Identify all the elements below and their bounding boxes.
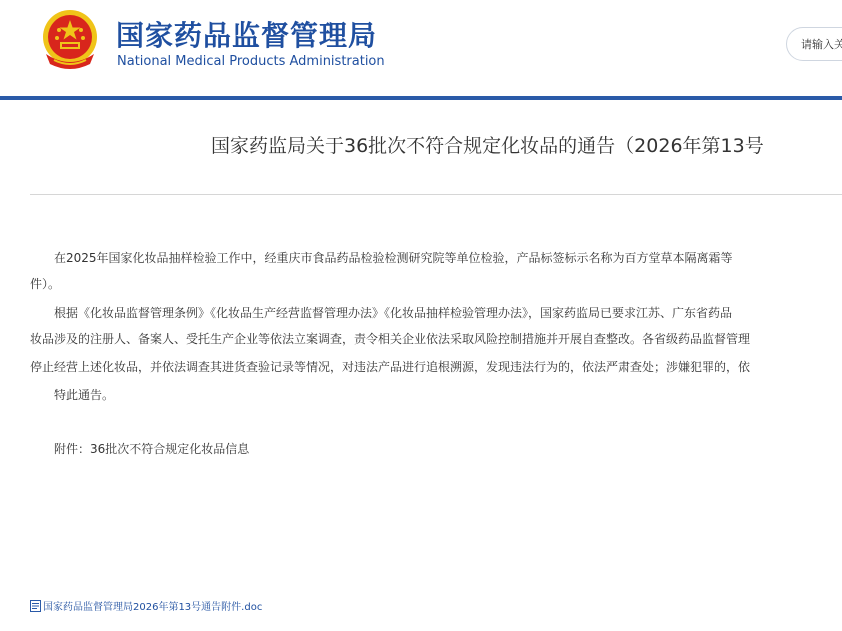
article-paragraph: 根据《化妆品监督管理条例》《化妆品生产经营监督管理办法》《化妆品抽样检验管理办法》，国家药监局已要求江苏、广东省药品: [30, 306, 733, 320]
article-paragraph: 特此通告。: [30, 388, 115, 402]
site-header: [0, 0, 842, 96]
title-divider: [30, 194, 842, 195]
attachment-label: 附件：36批次不符合规定化妆品信息: [30, 442, 250, 456]
attachment-link-text[interactable]: 国家药品监督管理局2026年第13号通告附件.doc: [43, 602, 263, 613]
site-title-english[interactable]: National Medical Products Administration: [117, 54, 385, 69]
article-title: 国家药监局关于36批次不符合规定化妆品的通告（2026年第13号: [211, 135, 764, 157]
article-paragraph: 在2025年国家化妆品抽样检验工作中，经重庆市食品药品检验检测研究院等单位检验，产品标签标示名称为百方堂草本隔离霜等: [30, 251, 733, 265]
header-divider: [0, 96, 842, 100]
site-title-chinese[interactable]: 国家药品监督管理局: [116, 19, 378, 52]
national-emblem-icon: [40, 8, 100, 72]
search-input[interactable]: [786, 27, 842, 61]
word-document-icon: [30, 600, 41, 612]
attachment-download-link[interactable]: [30, 598, 262, 613]
article-paragraph: 妆品涉及的注册人、备案人、受托生产企业等依法立案调查，责令相关企业依法采取风险控制措施并开展自查整改。各省级药品监督管理: [30, 332, 751, 346]
article-paragraph: 停止经营上述化妆品，并依法调查其进货查验记录等情况，对违法产品进行追根溯源，发现违法行为的，依法严肃查处；涉嫌犯罪的，依: [30, 360, 751, 374]
article-paragraph: 件）。: [30, 277, 61, 291]
